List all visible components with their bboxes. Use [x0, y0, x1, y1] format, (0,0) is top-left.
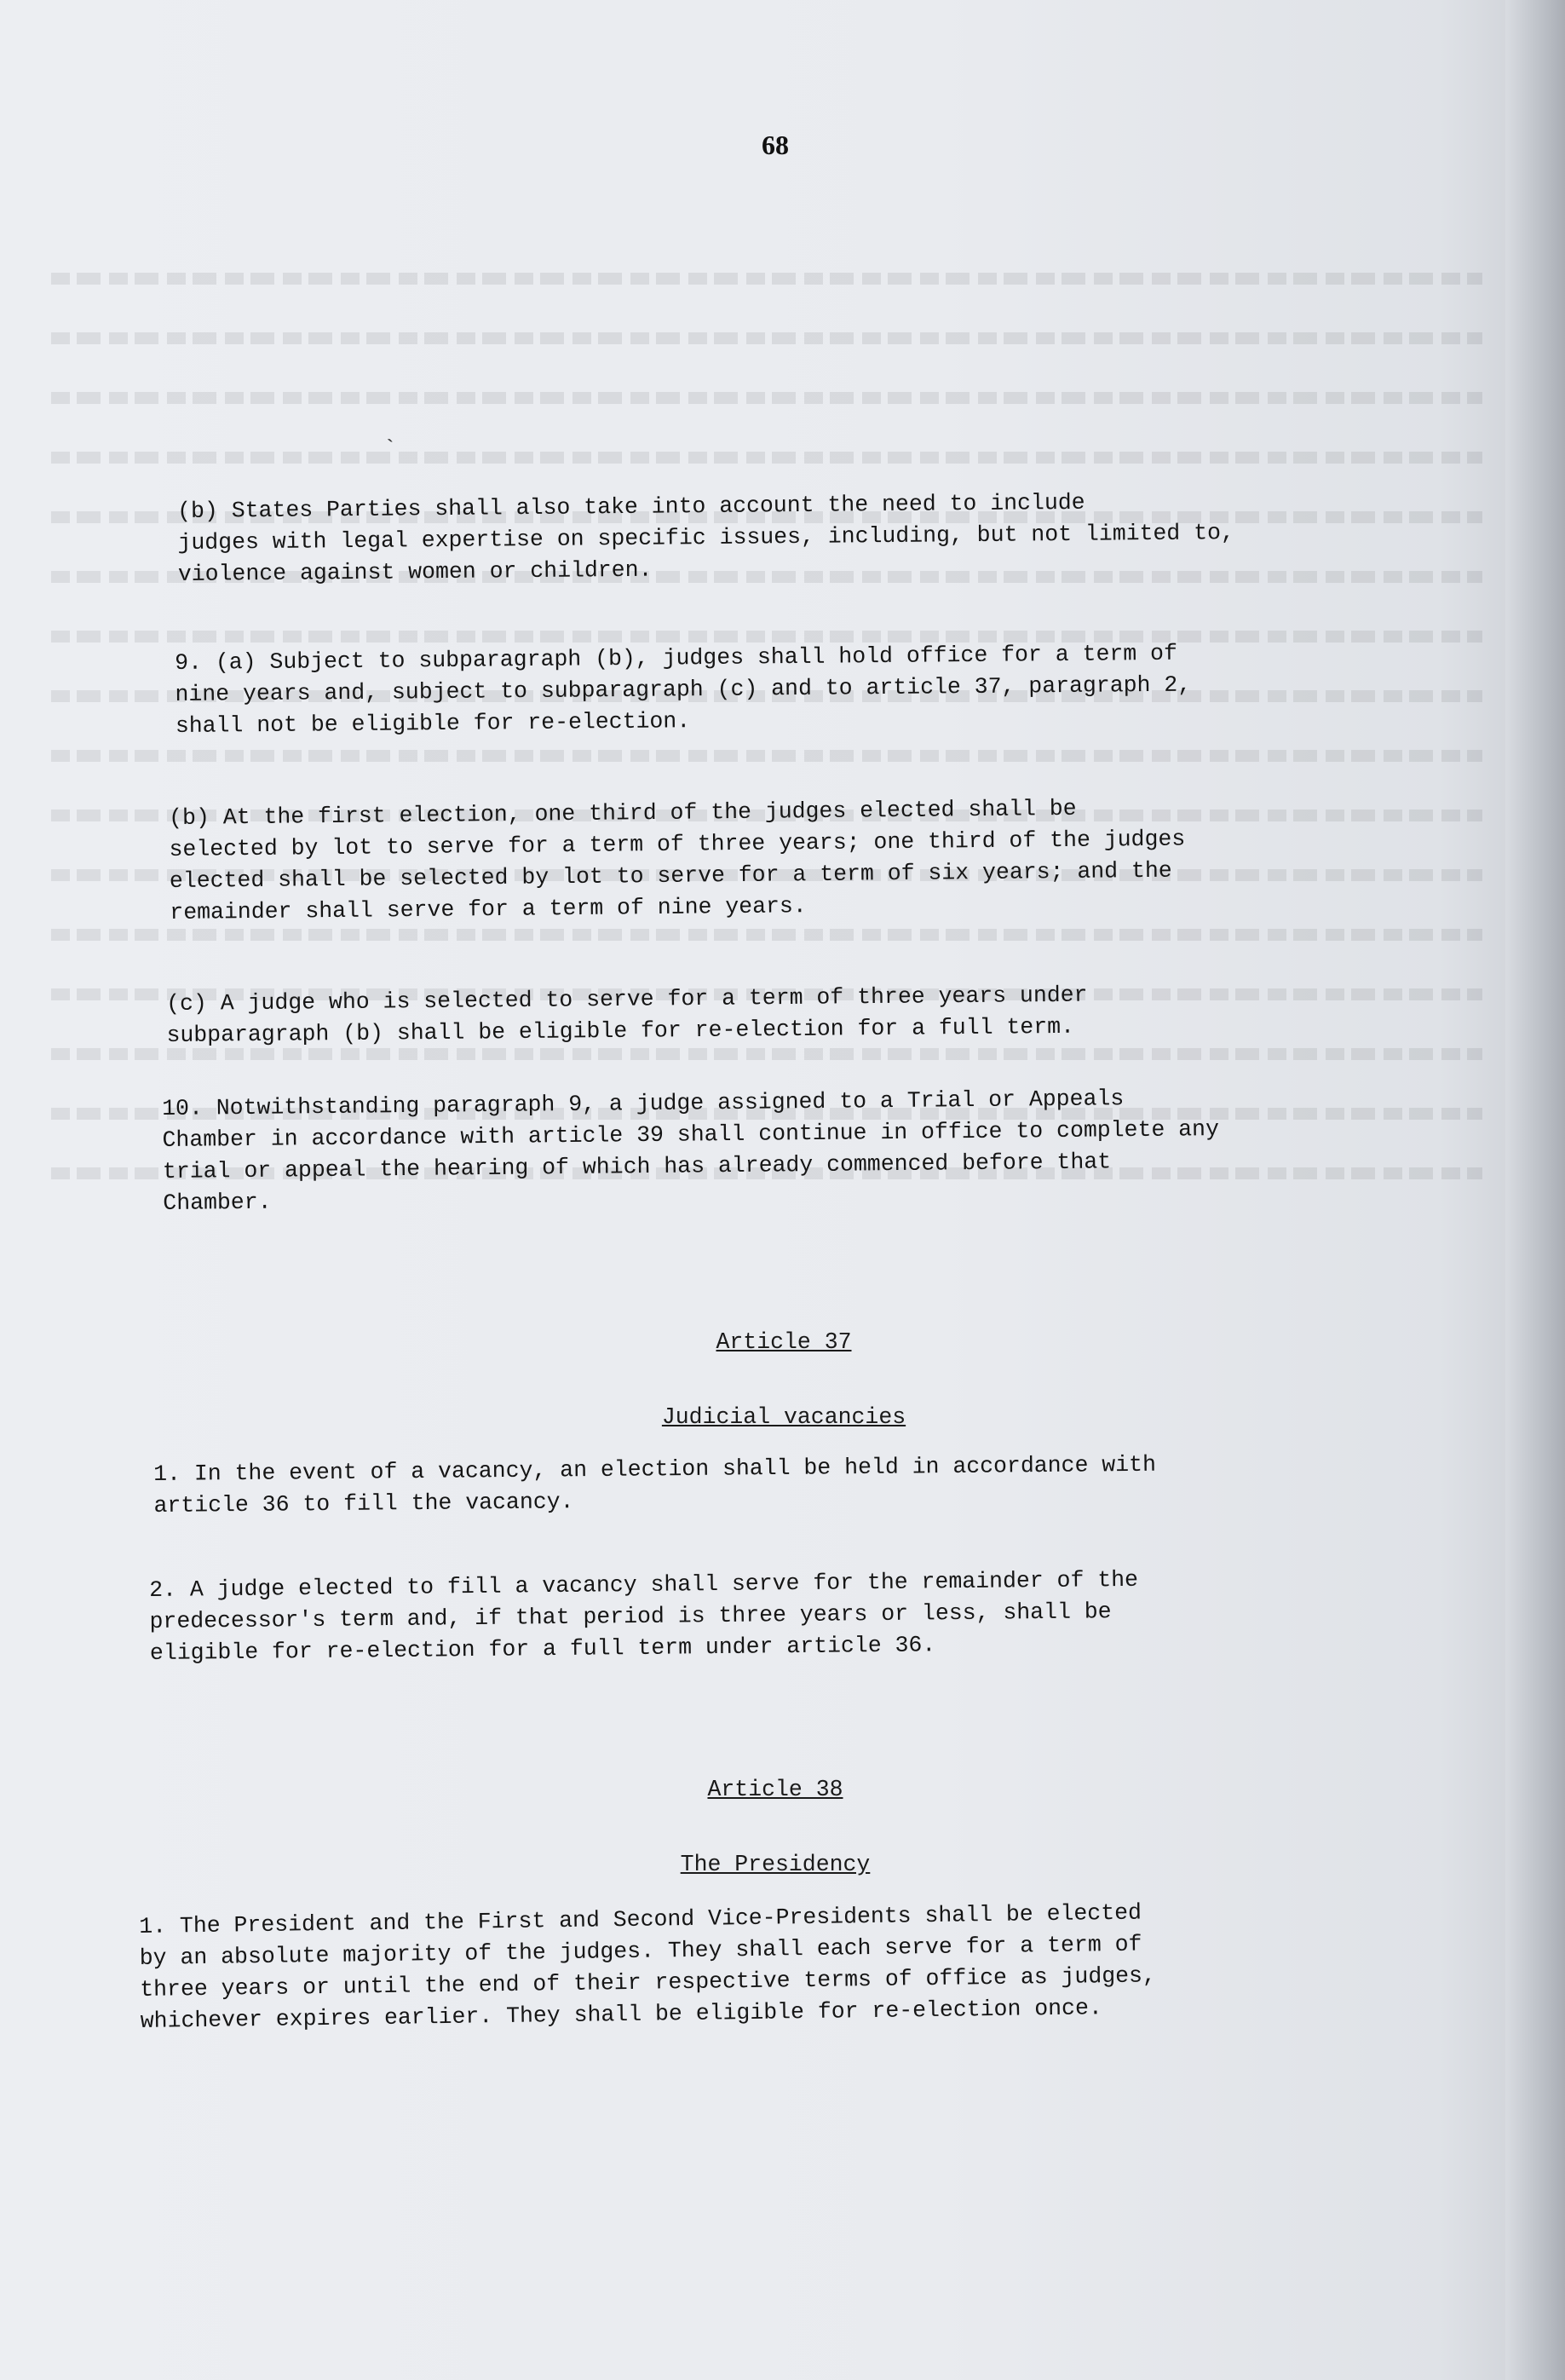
article-37-paragraph-2: 2. A judge elected to fill a vacancy shall serve for the remainder of the predecessor's term and, if that period is three years or less, shall be eligible for re-election for a full term under article 36. — [149, 1566, 1139, 1666]
article-37-heading: Article 37 — [716, 1329, 852, 1355]
article-37-title: Judicial vacancies — [661, 1404, 906, 1430]
paragraph-9c: (c) A judge who is selected to serve for a term of three years under subparagraph (b) shall be eligible for re-election for a full term. — [166, 982, 1088, 1048]
article-37-paragraph-1: 1. In the event of a vacancy, an election shall be held in accordance with article 36 to fill the vacancy. — [153, 1451, 1157, 1518]
page-binding-edge — [1505, 0, 1565, 2380]
article-38-heading: Article 38 — [707, 1777, 843, 1802]
page-number: 68 — [762, 130, 789, 160]
article-38-paragraph-1: 1. The President and the First and Second Vice-Presidents shall be elected by an absolute majority of the judges. They shall each serve for a term of three years or until the end of their respective terms of office as judges, whichever expires earlier. They shall be eligible for re-election once. — [139, 1899, 1157, 2034]
paragraph-8b: (b) States Parties shall also take into account the need to include judges with legal expertise on specific issues, including, but not limited to, violence against women or children. — [177, 489, 1235, 587]
stray-mark: ` — [383, 436, 397, 462]
article-38-title: The Presidency — [680, 1852, 871, 1877]
paragraph-9b: (b) At the first election, one third of the judges elected shall be selected by lot to serve for a term of three years; one third of the judges elected shall be selected by lot to serve for a term of six years; and the remainder shall serve for a term of nine years. — [169, 795, 1186, 925]
paragraph-10: 10. Notwithstanding paragraph 9, a judge assigned to a Trial or Appeals Chamber in accordance with article 39 shall continue in office to complete any trial or appeal the hearing of which has already commenced before that Chamber. — [162, 1086, 1220, 1216]
paragraph-9a: 9. (a) Subject to subparagraph (b), judges shall hold office for a term of nine years and, subject to subparagraph (c) and to article 37, paragraph 2, shall not be eligible for re-election. — [175, 640, 1192, 739]
